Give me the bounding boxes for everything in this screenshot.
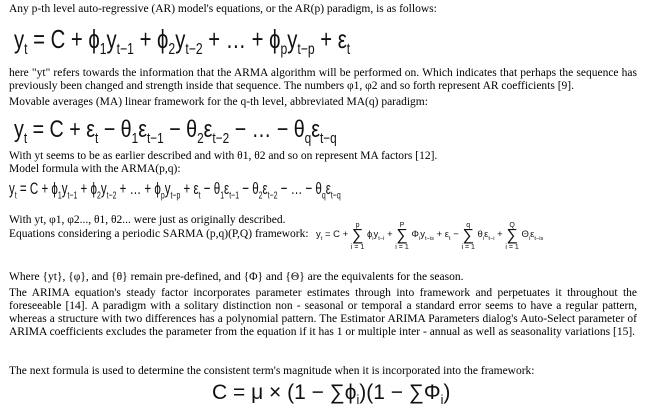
text-seasonal-description: Where {yt}, {φ}, and {θ} remain pre-defined, and {Φ} and {Θ} are the equivalents for the season.	[9, 271, 464, 283]
equation-constant: $C = \mu \times (1 - \sum\phi_i)(1 - \sum\Phi_i)$	[212, 381, 451, 408]
text-ar-intro: Any p-th level auto-regressive (AR) model's equations, or the AR(p) paradigm, is as follows:	[9, 3, 437, 15]
equation-arma: $y_t = C + \phi_1y_{t-1} + \phi_2y_{t-2}$ + … + $\phi_py_{t-p} + \varepsilon_t - \theta_1\varepsilon_{t-1} - \theta_2\varepsilon_{t-2}$ − … − $\theta_q\varepsilon_{t-q}$	[9, 179, 341, 202]
text-arma-intro: Model formula with the ARMA(p,q):	[9, 163, 181, 175]
equation-ar: $y_t = C + \phi_1y_{t-1} + \phi_2y_{t-2}$ + … + $\phi_py_{t-p} + \varepsilon_t$	[14, 24, 351, 59]
text-arma-description: With yt, φ1, φ2..., θ1, θ2... were just as originally described.	[9, 214, 286, 226]
equation-sarma: $y_t = C$ + p ∑ i = 1 $\phi_iy_{t-i}$ + P ∑ i = 1 $\Phi_iy_{t-is} + \varepsilon_t$ − q ∑ i = 1 $\theta_i\varepsilon_{t-i}$ + Q ∑ i = 1 $\Theta_i\varepsilon_{t-is}$	[316, 222, 544, 251]
text-ma-description: With yt seems to be as earlier described and with θ1, θ2 and so on represent MA factors [12].	[9, 150, 438, 162]
text-arima-constant: The ARIMA equation's steady factor incorporates parameter estimates through into framework and perpetuates it throughout the foreseeable [14]. A paradigm with a solitary distinction non - seasonal or temporal a standard error seems to have a regular pattern, whereas a structure with two differences has a polynomial pattern. The Estimator ARIMA Parameters dialog's Auto-Select parameter of ARIMA coefficients excludes the parameter from the equation if it has 1 or multiple inter - annual as well as seasonality variations [15].	[9, 287, 637, 338]
text-sarma-intro: Equations considering a periodic SARMA (p,q)(P,Q) framework:	[9, 228, 309, 240]
text-ma-intro: Movable averages (MA) linear framework for the q-th level, abbreviated MA(q) paradigm:	[9, 96, 428, 108]
equation-ma: $y_t = C + \varepsilon_t - \theta_1\varepsilon_{t-1} - \theta_2\varepsilon_{t-2}$ − … − $\theta_q\varepsilon_{t-q}$	[14, 116, 337, 147]
text-constant-formula-intro: The next formula is used to determine the consistent term's magnitude when it is incorporated into the framework:	[9, 365, 535, 377]
text-yt-description: here "yt" refers towards the information that the ARMA algorithm will be performed on. Which indicates that perhaps the sequence has previously been changed and strength inside that sequence. The numbers φ1, φ2 and so forth represent AR coefficients [9].	[9, 67, 637, 92]
